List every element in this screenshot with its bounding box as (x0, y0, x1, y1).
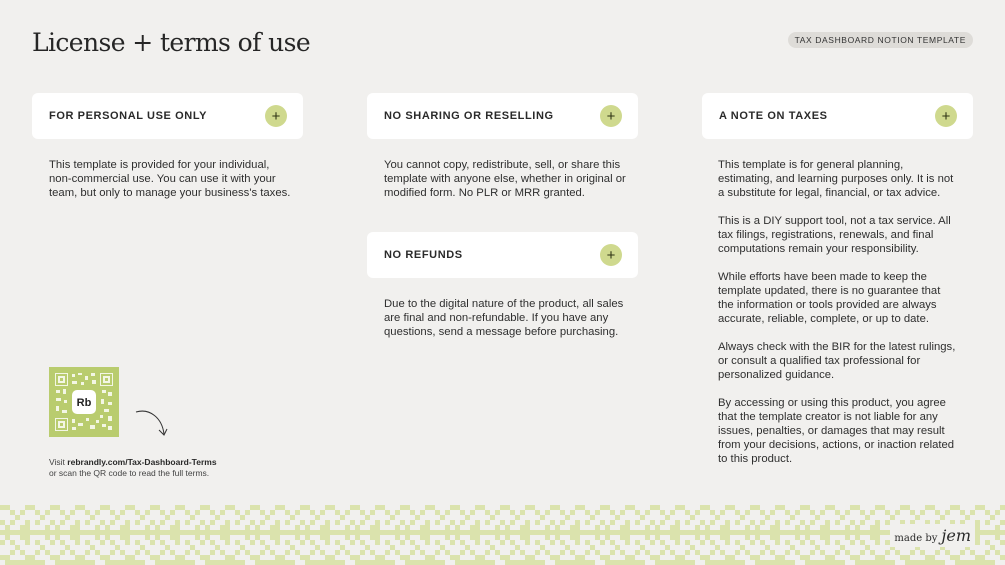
paragraph: This template is for general planning, estimating, and learning purposes only. It is not a substitute for legal, financial, or tax advice. (718, 159, 954, 199)
note-on-taxes-text (718, 158, 958, 480)
paragraph: By accessing or using this product, you agree that the template creator is not liable for any issues, penalties, or damages that may result from your decisions, actions, or inaction related to this product. (718, 397, 955, 465)
paragraph: This template is provided for your individual, non-commercial use. You can use it with your team, but only to manage your business's taxes. (49, 159, 291, 199)
card-title-note-on-taxes: A NOTE ON TAXES (719, 110, 828, 122)
no-sharing-text (384, 158, 629, 214)
expand-note-on-taxes-button[interactable]: + (935, 105, 957, 127)
page-title: License + terms of use (32, 28, 311, 57)
qr-code-graphic (52, 370, 116, 434)
paragraph: This is a DIY support tool, not a tax service. All tax filings, registrations, renewals, and final computations remain your responsibility. (718, 215, 951, 255)
card-title-no-sharing: NO SHARING OR RESELLING (384, 110, 554, 122)
card-note-on-taxes[interactable] (702, 93, 973, 139)
paragraph: You cannot copy, redistribute, sell, or share this template with anyone else, whether in original or modified form. No PLR or MRR granted. (384, 159, 626, 199)
qr-instructions (49, 457, 217, 479)
curved-arrow-icon (132, 404, 172, 444)
expand-no-sharing-button[interactable]: + (600, 105, 622, 127)
made-by-label: made by (894, 533, 938, 544)
template-badge: TAX DASHBOARD NOTION TEMPLATE (788, 32, 973, 48)
paragraph: Due to the digital nature of the product, all sales are final and non-refundable. If you have any questions, send a message before purchasing. (384, 298, 624, 338)
card-personal-use[interactable] (32, 93, 303, 139)
expand-no-refunds-button[interactable]: + (600, 244, 622, 266)
card-title-personal-use: FOR PERSONAL USE ONLY (49, 110, 208, 122)
visit-prefix: Visit (49, 457, 68, 467)
qr-logo: Rb (76, 397, 92, 409)
expand-personal-use-button[interactable]: + (265, 105, 287, 127)
paragraph: Always check with the BIR for the latest rulings, or consult a qualified tax professional for personalized guidance. (718, 341, 956, 381)
signature: jem (941, 526, 971, 545)
decorative-pattern (0, 505, 1005, 565)
paragraph: While efforts have been made to keep the template updated, there is no guarantee that the information or tools provided are always accurate, reliable, complete, or up to date. (718, 271, 941, 325)
terms-link[interactable]: rebrandly.com/Tax-Dashboard-Terms (67, 457, 217, 467)
qr-scan-line: or scan the QR code to read the full terms. (49, 468, 210, 478)
card-no-refunds[interactable] (367, 232, 638, 278)
qr-code[interactable] (49, 367, 119, 437)
qr-visit-line (49, 457, 217, 468)
card-no-sharing[interactable] (367, 93, 638, 139)
personal-use-text (49, 158, 294, 214)
card-title-no-refunds: NO REFUNDS (384, 249, 463, 261)
made-by-signature (890, 524, 975, 547)
no-refunds-text (384, 297, 629, 353)
